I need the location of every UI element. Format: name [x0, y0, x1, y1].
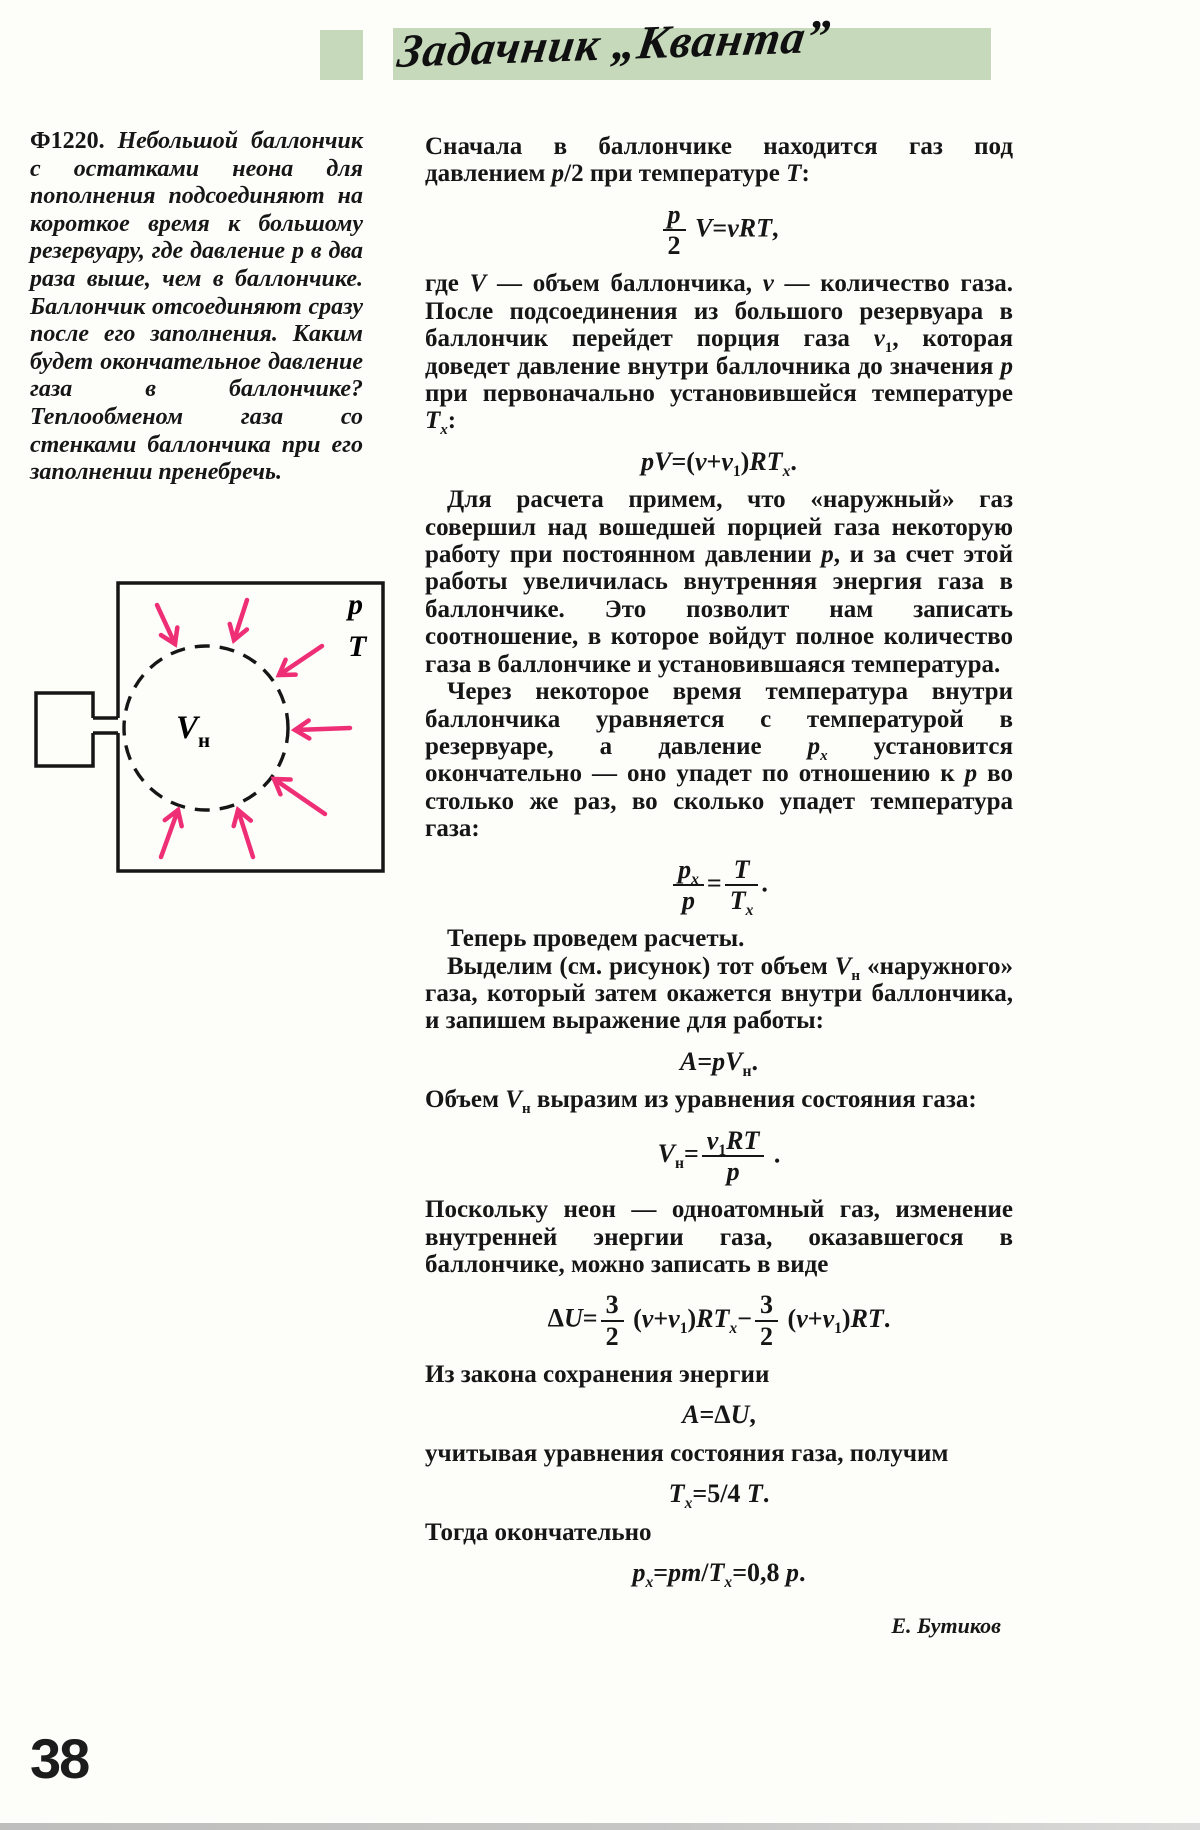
inward-arrow	[274, 779, 325, 814]
author-signature: Е. Бутиков	[891, 1613, 1001, 1639]
formula-energy-conservation: A=ΔU,	[682, 1400, 756, 1430]
inward-arrow	[161, 810, 178, 857]
reservoir-figure	[28, 578, 400, 880]
inward-arrow	[295, 728, 350, 730]
inward-arrow	[279, 646, 322, 675]
figure-temperature-label: T	[348, 630, 367, 663]
solution-paragraph: учитывая уравнения состояния газа, получим	[425, 1439, 949, 1467]
page-number: 38	[30, 1727, 89, 1790]
solution-paragraph: Выделим (см. рисунок) тот объем $V_н$ «наружного» газа, который затем окажется внутри баллончика, и запишем выражение для работы:	[425, 952, 1013, 1035]
formula-initial-state: $\frac{p}{2}$ V=νRT,	[425, 201, 1013, 260]
inward-arrow	[157, 605, 175, 644]
formula-pressure-ratio: $\frac{p_x}{p}$ = $\frac{T}{T_x}$ .	[425, 856, 1013, 915]
solution-column	[425, 133, 1013, 1640]
formula-final-temperature: $T_x=5/4$ T.	[668, 1479, 770, 1513]
solution-paragraph: Для расчета примем, что «наружный» газ совершил над вошедшей порцией газа некоторую работу при постоянном давлении p, и за счет этой работы увеличилась внутренняя энергия газа в баллончике. Это позволит нам записать соотношение, в которое войдут полное количество газа в баллончике и установившаяся температура.	[425, 486, 1013, 678]
solution-paragraph: Объем $V_н$ выразим из уравнения состояния газа:	[425, 1086, 977, 1118]
section-title-script: Задачник „Кванта”	[394, 10, 834, 78]
inward-arrow	[238, 810, 253, 857]
solution-paragraph: Сначала в баллончике находится газ под давлением p/2 при температуре T:	[425, 133, 1013, 188]
problem-statement-block	[30, 128, 363, 487]
balloon-square	[36, 693, 93, 766]
formula-final-pressure: $p_x=pт/T_x=0,8$ p.	[632, 1558, 806, 1592]
problem-number: Ф1220.	[30, 128, 105, 154]
solution-paragraph: Поскольку неон — одноатомный газ, изменение внутренней энергии газа, оказавшегося в баллончике, можно записать в виде	[425, 1196, 1013, 1278]
problem-statement: Небольшой баллончик с остатками неона для пополнения подсоединяют на короткое время к большому резервуару, где давление p в два раза выше, чем в баллончике. Баллончик отсоединяют сразу после его заполнения. Каким будет окончательное давление газа в баллончике? Теплообменом газа со стенками баллончика при его заполнении пренебречь.	[30, 128, 364, 486]
formula-internal-energy: ΔU= $\frac{3}{2}$ $(\nu+\nu_1)RT_x-$ $\frac{3}{2}$ $(\nu+\nu_1)RT$.	[547, 1290, 891, 1351]
solution-paragraph: Тогда окончательно	[425, 1518, 652, 1546]
header-band-square	[320, 30, 363, 80]
inward-arrow	[234, 600, 247, 640]
figure-svg	[28, 578, 400, 880]
solution-paragraph: где V — объем баллончика, ν — количество газа. После подсоединения из большого резервуара в баллончик перейдет порция газа $\nu_1$, которая доведет давление внутри баллочника до значения p при первоначально установившейся температуре $T_x$:	[425, 270, 1013, 439]
figure-volume-subscript: н	[198, 728, 211, 752]
bottom-edge-strip	[0, 1823, 1200, 1830]
figure-volume-label: $V_н$	[176, 710, 211, 752]
solution-paragraph: Через некоторое время температура внутри баллончика уравняется с температурой в резервуаре, а давление $p_x$ установится окончательно — оно упадет по отношению к p во столько же раз, во сколько упадет температура газа:	[425, 678, 1013, 843]
solution-paragraph: Из закона сохранения энергии	[425, 1360, 770, 1388]
formula-filled-state: $pV=(\nu+\nu_1)RT_x$.	[641, 446, 797, 481]
figure-pressure-label: p	[348, 588, 363, 621]
formula-volume: $V_н=$ $\frac{\nu_1RT}{p}$ .	[657, 1125, 781, 1186]
solution-paragraph: Теперь проведем расчеты.	[447, 925, 745, 953]
formula-work: $A=pV_н$.	[679, 1046, 758, 1080]
